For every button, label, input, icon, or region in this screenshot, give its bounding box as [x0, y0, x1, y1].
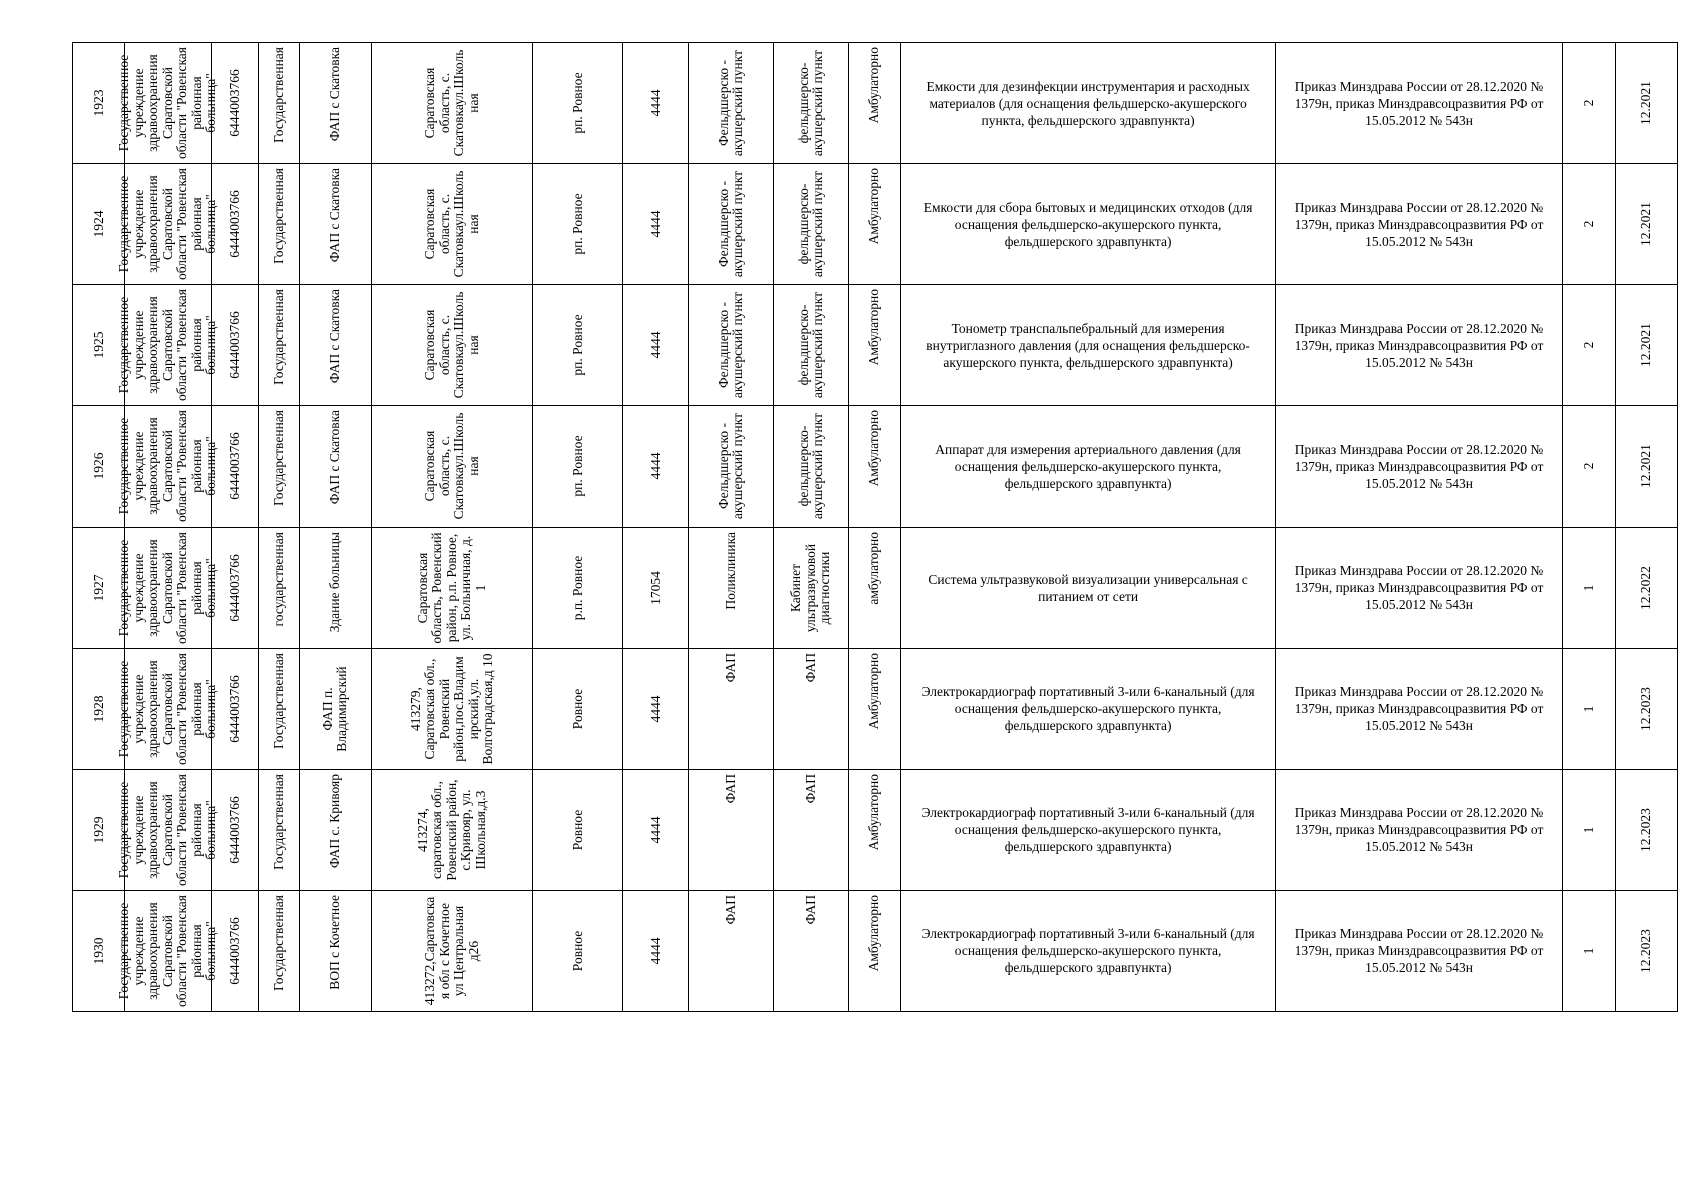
locality: рп. Ровное	[569, 314, 585, 376]
cell-facility-name	[299, 527, 371, 648]
row-number: 1928	[90, 695, 106, 723]
cell-care-type	[848, 769, 900, 890]
inn-number: 6444003766	[226, 674, 242, 743]
facility-code: 4444	[647, 816, 663, 844]
unit-name: ФАП	[722, 773, 738, 804]
row-number: 1926	[90, 452, 106, 480]
cell-ownership-type	[258, 890, 299, 1011]
cell-facility-code	[623, 164, 689, 285]
unit-name: ФАП	[722, 894, 738, 925]
delivery-date: 12.2021	[1638, 323, 1654, 368]
equipment-name: Аппарат для измерения артериального давления (для оснащения фельдшерско-акушерского пункта, фельдшерского здравпункта)	[935, 441, 1241, 491]
facility-address: 413274, саратовская обл., Ровенский район, с.Кривояр, ул. Школьная,д.3	[414, 779, 488, 881]
facility-code: 17054	[647, 570, 663, 605]
quantity: 1	[1580, 826, 1596, 834]
regulation-reference: Приказ Минздрава России от 28.12.2020 № 1379н, приказ Минздравсоцразвития РФ от 15.05.2012 № 543н	[1294, 78, 1544, 128]
ownership-type: Государственная	[270, 410, 286, 507]
cell-organization-name	[116, 890, 219, 1011]
cell-facility-address	[371, 769, 532, 890]
ownership-type: Государственная	[270, 652, 286, 749]
table-row	[73, 890, 1678, 1011]
subunit-name: фельдшерско-акушерский пункт	[795, 292, 826, 399]
cell-equipment-name	[900, 43, 1276, 164]
organization-name: Государственное учреждение здравоохранения Саратовской области "Ровенская районная больница"	[116, 531, 219, 644]
locality: рп. Ровное	[569, 72, 585, 134]
cell-ownership-type	[258, 43, 299, 164]
cell-organization-name	[116, 406, 219, 527]
table-row	[73, 769, 1678, 890]
regulation-reference: Приказ Минздрава России от 28.12.2020 № 1379н, приказ Минздравсоцразвития РФ от 15.05.2012 № 543н	[1294, 320, 1544, 370]
row-number: 1930	[90, 937, 106, 965]
cell-facility-code	[623, 406, 689, 527]
cell-organization-name	[116, 769, 219, 890]
cell-inn-number	[211, 890, 258, 1011]
quantity: 1	[1580, 584, 1596, 591]
cell-subunit-name	[774, 43, 848, 164]
facility-code: 4444	[647, 695, 663, 723]
cell-delivery-date	[1615, 769, 1677, 890]
cell-unit-name	[688, 406, 774, 527]
cell-regulation-reference	[1276, 527, 1562, 648]
cell-locality	[532, 285, 622, 406]
facility-address: Саратовская область, Ровенский район, р.п. Ровное, ул. Больничная, д. 1	[414, 531, 488, 644]
cell-quantity	[1562, 527, 1615, 648]
cell-quantity	[1562, 648, 1615, 769]
table-row	[73, 406, 1678, 527]
unit-name: ФАП	[722, 652, 738, 683]
cell-organization-name	[116, 527, 219, 648]
cell-delivery-date	[1615, 406, 1677, 527]
cell-inn-number	[211, 527, 258, 648]
cell-care-type	[848, 164, 900, 285]
table-row	[73, 43, 1678, 164]
cell-ownership-type	[258, 164, 299, 285]
cell-inn-number	[211, 769, 258, 890]
cell-unit-name	[688, 164, 774, 285]
cell-quantity	[1562, 43, 1615, 164]
cell-delivery-date	[1615, 890, 1677, 1011]
cell-equipment-name	[900, 769, 1276, 890]
equipment-name: Емкости для сбора бытовых и медицинских отходов (для оснащения фельдшерско-акушерского пункта, фельдшерского здравпункта)	[923, 199, 1253, 249]
ownership-type: Государственная	[270, 894, 286, 991]
equipment-name: Система ультразвуковой визуализации универсальная с питанием от сети	[928, 571, 1248, 604]
cell-locality	[532, 769, 622, 890]
equipment-name: Электрокардиограф портативный 3-или 6-канальный (для оснащения фельдшерско-акушерского пункта, фельдшерского здравпункта)	[921, 926, 1255, 976]
cell-regulation-reference	[1276, 285, 1562, 406]
inn-number: 6444003766	[226, 69, 242, 137]
cell-inn-number	[211, 43, 258, 164]
cell-organization-name	[116, 285, 219, 406]
cell-ownership-type	[258, 648, 299, 769]
cell-subunit-name	[774, 890, 848, 1011]
locality: рп. Ровное	[569, 193, 585, 255]
row-number: 1927	[90, 574, 106, 602]
locality: р.п. Ровное	[569, 555, 585, 620]
facility-code: 4444	[647, 937, 663, 965]
facility-name: ФАП с Скатовка	[326, 47, 342, 142]
cell-facility-name	[299, 43, 371, 164]
cell-facility-code	[623, 769, 689, 890]
inn-number: 6444003766	[226, 917, 242, 985]
cell-facility-name	[299, 164, 371, 285]
delivery-date: 12.2023	[1638, 686, 1654, 731]
row-number: 1929	[90, 816, 106, 844]
cell-facility-address	[371, 527, 532, 648]
cell-delivery-date	[1615, 43, 1677, 164]
cell-organization-name	[116, 164, 219, 285]
cell-ownership-type	[258, 285, 299, 406]
organization-name: Государственное учреждение здравоохранения Саратовской области "Ровенская районная больница"	[116, 168, 219, 281]
subunit-name: фельдшерско-акушерский пункт	[795, 171, 826, 278]
cell-facility-code	[623, 890, 689, 1011]
cell-inn-number	[211, 406, 258, 527]
delivery-date: 12.2021	[1638, 202, 1654, 247]
locality: Ровное	[569, 809, 585, 851]
quantity: 2	[1580, 220, 1596, 228]
cell-inn-number	[211, 285, 258, 406]
cell-facility-address	[371, 43, 532, 164]
cell-facility-name	[299, 406, 371, 527]
facility-address: Саратовская область, с. Скатовкаул.Школьная	[421, 413, 481, 520]
locality: Ровное	[569, 930, 585, 972]
ownership-type: государственная	[270, 531, 286, 627]
cell-care-type	[848, 406, 900, 527]
cell-facility-address	[371, 285, 532, 406]
equipment-name: Тонометр транспальпебральный для измерения внутриглазного давления (для оснащения фельдшерско-акушерского пункта, фельдшерского здравпункта)	[926, 320, 1250, 370]
cell-facility-code	[623, 648, 689, 769]
locality: рп. Ровное	[569, 435, 585, 498]
cell-facility-address	[371, 890, 532, 1011]
facility-code: 4444	[647, 210, 663, 238]
cell-unit-name	[688, 527, 774, 648]
cell-locality	[532, 406, 622, 527]
cell-facility-code	[623, 527, 689, 648]
care-type: амбулаторно	[866, 531, 882, 605]
unit-name: Фельдшерско - акушерский пункт	[715, 413, 746, 520]
unit-name: Поликлиника	[722, 531, 738, 610]
regulation-reference: Приказ Минздрава России от 28.12.2020 № 1379н, приказ Минздравсоцразвития РФ от 15.05.2012 № 543н	[1294, 199, 1544, 249]
cell-delivery-date	[1615, 527, 1677, 648]
unit-name: Фельдшерско - акушерский пункт	[715, 50, 746, 157]
facility-code: 4444	[647, 89, 663, 117]
cell-unit-name	[688, 890, 774, 1011]
cell-regulation-reference	[1276, 648, 1562, 769]
facility-address: 413272,Саратовская обл с Кочетное ул Центральная д26	[421, 896, 481, 1006]
equipment-table	[72, 42, 1678, 1012]
table-row	[73, 285, 1678, 406]
care-type: Амбулаторно	[866, 773, 882, 851]
delivery-date: 12.2021	[1638, 81, 1654, 125]
cell-subunit-name	[774, 648, 848, 769]
cell-subunit-name	[774, 164, 848, 285]
cell-ownership-type	[258, 769, 299, 890]
cell-subunit-name	[774, 285, 848, 406]
cell-regulation-reference	[1276, 406, 1562, 527]
quantity: 2	[1580, 341, 1596, 349]
cell-regulation-reference	[1276, 43, 1562, 164]
cell-care-type	[848, 527, 900, 648]
subunit-name: Кабинет ультразвуковой диагностики	[788, 543, 833, 632]
facility-name: ФАП с Скатовка	[326, 289, 342, 384]
cell-inn-number	[211, 164, 258, 285]
facility-code: 4444	[647, 452, 663, 480]
organization-name: Государственное учреждение здравоохранения Саратовской области "Ровенская районная больница"	[116, 410, 219, 523]
cell-subunit-name	[774, 769, 848, 890]
cell-quantity	[1562, 406, 1615, 527]
facility-address: Саратовская область, с. Скатовкаул.Школьная	[421, 291, 481, 399]
cell-facility-address	[371, 648, 532, 769]
subunit-name: ФАП	[802, 773, 818, 804]
inn-number: 6444003766	[226, 432, 242, 501]
row-number: 1925	[90, 331, 106, 359]
cell-equipment-name	[900, 406, 1276, 527]
facility-name: ФАП п. Владимирский	[319, 666, 350, 752]
facility-name: ФАП с Скатовка	[326, 168, 342, 263]
cell-locality	[532, 164, 622, 285]
table-row	[73, 648, 1678, 769]
unit-name: Фельдшерско - акушерский пункт	[715, 292, 746, 399]
regulation-reference: Приказ Минздрава России от 28.12.2020 № 1379н, приказ Минздравсоцразвития РФ от 15.05.2012 № 543н	[1294, 684, 1544, 734]
cell-facility-name	[299, 648, 371, 769]
cell-facility-code	[623, 285, 689, 406]
cell-facility-name	[299, 890, 371, 1011]
regulation-reference: Приказ Минздрава России от 28.12.2020 № 1379н, приказ Минздравсоцразвития РФ от 15.05.2012 № 543н	[1294, 441, 1544, 491]
cell-organization-name	[116, 43, 219, 164]
delivery-date: 12.2021	[1638, 444, 1654, 489]
cell-ownership-type	[258, 527, 299, 648]
organization-name: Государственное учреждение здравоохранения Саратовской области "Ровенская районная больница"	[116, 773, 219, 886]
cell-delivery-date	[1615, 285, 1677, 406]
facility-name: ФАП с. Кривояр	[326, 773, 342, 868]
cell-equipment-name	[900, 890, 1276, 1011]
delivery-date: 12.2023	[1638, 807, 1654, 852]
quantity: 1	[1580, 705, 1596, 713]
organization-name: Государственное учреждение здравоохранения Саратовской области "Ровенская районная больница"	[116, 289, 219, 402]
facility-name: ФАП с Скатовка	[326, 410, 342, 505]
table-row	[73, 164, 1678, 285]
cell-regulation-reference	[1276, 769, 1562, 890]
cell-subunit-name	[774, 406, 848, 527]
cell-care-type	[848, 285, 900, 406]
care-type: Амбулаторно	[866, 652, 882, 730]
equipment-name: Электрокардиограф портативный 3-или 6-канальный (для оснащения фельдшерско-акушерского пункта, фельдшерского здравпункта)	[921, 684, 1255, 734]
regulation-reference: Приказ Минздрава России от 28.12.2020 № 1379н, приказ Минздравсоцразвития РФ от 15.05.2012 № 543н	[1294, 563, 1544, 613]
delivery-date: 12.2023	[1638, 929, 1654, 973]
facility-address: Саратовская область, с. Скатовкаул.Школьная	[421, 170, 481, 278]
delivery-date: 12.2022	[1638, 565, 1654, 610]
cell-equipment-name	[900, 285, 1276, 406]
subunit-name: фельдшерско-акушерский пункт	[795, 50, 826, 157]
cell-care-type	[848, 890, 900, 1011]
cell-inn-number	[211, 648, 258, 769]
quantity: 2	[1580, 463, 1596, 470]
cell-care-type	[848, 648, 900, 769]
table-row	[73, 527, 1678, 648]
organization-name: Государственное учреждение здравоохранения Саратовской области "Ровенская районная больница"	[116, 47, 219, 160]
cell-locality	[532, 527, 622, 648]
regulation-reference: Приказ Минздрава России от 28.12.2020 № 1379н, приказ Минздравсоцразвития РФ от 15.05.2012 № 543н	[1294, 805, 1544, 855]
inn-number: 6444003766	[226, 311, 242, 380]
care-type: Амбулаторно	[866, 289, 882, 366]
cell-regulation-reference	[1276, 890, 1562, 1011]
cell-organization-name	[116, 648, 219, 769]
cell-locality	[532, 890, 622, 1011]
cell-unit-name	[688, 769, 774, 890]
cell-delivery-date	[1615, 648, 1677, 769]
facility-name: ВОП с Кочетное	[326, 894, 342, 990]
quantity: 2	[1580, 99, 1596, 107]
cell-quantity	[1562, 769, 1615, 890]
organization-name: Государственное учреждение здравоохранения Саратовской области "Ровенская районная больница"	[116, 894, 219, 1007]
inn-number: 6444003766	[226, 190, 242, 258]
facility-code: 4444	[647, 331, 663, 359]
cell-quantity	[1562, 285, 1615, 406]
care-type: Амбулаторно	[866, 894, 882, 972]
facility-address: 413279, Саратовская обл., Ровенский район,пос.Владимирский,ул. Волгоградская,д 10	[407, 653, 495, 765]
quantity: 1	[1580, 947, 1596, 955]
subunit-name: ФАП	[802, 894, 818, 925]
ownership-type: Государственная	[270, 289, 286, 386]
cell-quantity	[1562, 164, 1615, 285]
subunit-name: ФАП	[802, 652, 818, 683]
cell-unit-name	[688, 285, 774, 406]
ownership-type: Государственная	[270, 47, 286, 143]
equipment-name: Электрокардиограф портативный 3-или 6-канальный (для оснащения фельдшерско-акушерского пункта, фельдшерского здравпункта)	[921, 805, 1255, 855]
cell-equipment-name	[900, 527, 1276, 648]
cell-locality	[532, 43, 622, 164]
cell-facility-address	[371, 406, 532, 527]
inn-number: 6444003766	[226, 796, 242, 864]
cell-facility-code	[623, 43, 689, 164]
unit-name: Фельдшерско - акушерский пункт	[715, 171, 746, 278]
cell-unit-name	[688, 43, 774, 164]
subunit-name: фельдшерско-акушерский пункт	[795, 413, 826, 520]
cell-care-type	[848, 43, 900, 164]
row-number: 1924	[90, 210, 106, 238]
cell-ownership-type	[258, 406, 299, 527]
cell-locality	[532, 648, 622, 769]
ownership-type: Государственная	[270, 773, 286, 870]
cell-regulation-reference	[1276, 164, 1562, 285]
organization-name: Государственное учреждение здравоохранения Саратовской области "Ровенская районная больница"	[116, 652, 219, 765]
equipment-name: Емкости для дезинфекции инструментария и расходных материалов (для оснащения фельдшерско-акушерского пункта, фельдшерского здравпункта)	[926, 78, 1250, 128]
care-type: Амбулаторно	[866, 168, 882, 245]
cell-facility-name	[299, 285, 371, 406]
cell-unit-name	[688, 648, 774, 769]
facility-address: Саратовская область, с. Скатовкаул.Школьная	[421, 49, 481, 157]
care-type: Амбулаторно	[866, 410, 882, 487]
cell-delivery-date	[1615, 164, 1677, 285]
regulation-reference: Приказ Минздрава России от 28.12.2020 № 1379н, приказ Минздравсоцразвития РФ от 15.05.2012 № 543н	[1294, 926, 1544, 976]
cell-facility-name	[299, 769, 371, 890]
ownership-type: Государственная	[270, 168, 286, 265]
inn-number: 6444003766	[226, 553, 242, 622]
cell-equipment-name	[900, 164, 1276, 285]
care-type: Амбулаторно	[866, 47, 882, 124]
cell-subunit-name	[774, 527, 848, 648]
row-number: 1923	[90, 89, 106, 117]
cell-facility-address	[371, 164, 532, 285]
cell-quantity	[1562, 890, 1615, 1011]
locality: Ровное	[569, 688, 585, 729]
cell-equipment-name	[900, 648, 1276, 769]
facility-name: Здание больницы	[326, 531, 342, 632]
